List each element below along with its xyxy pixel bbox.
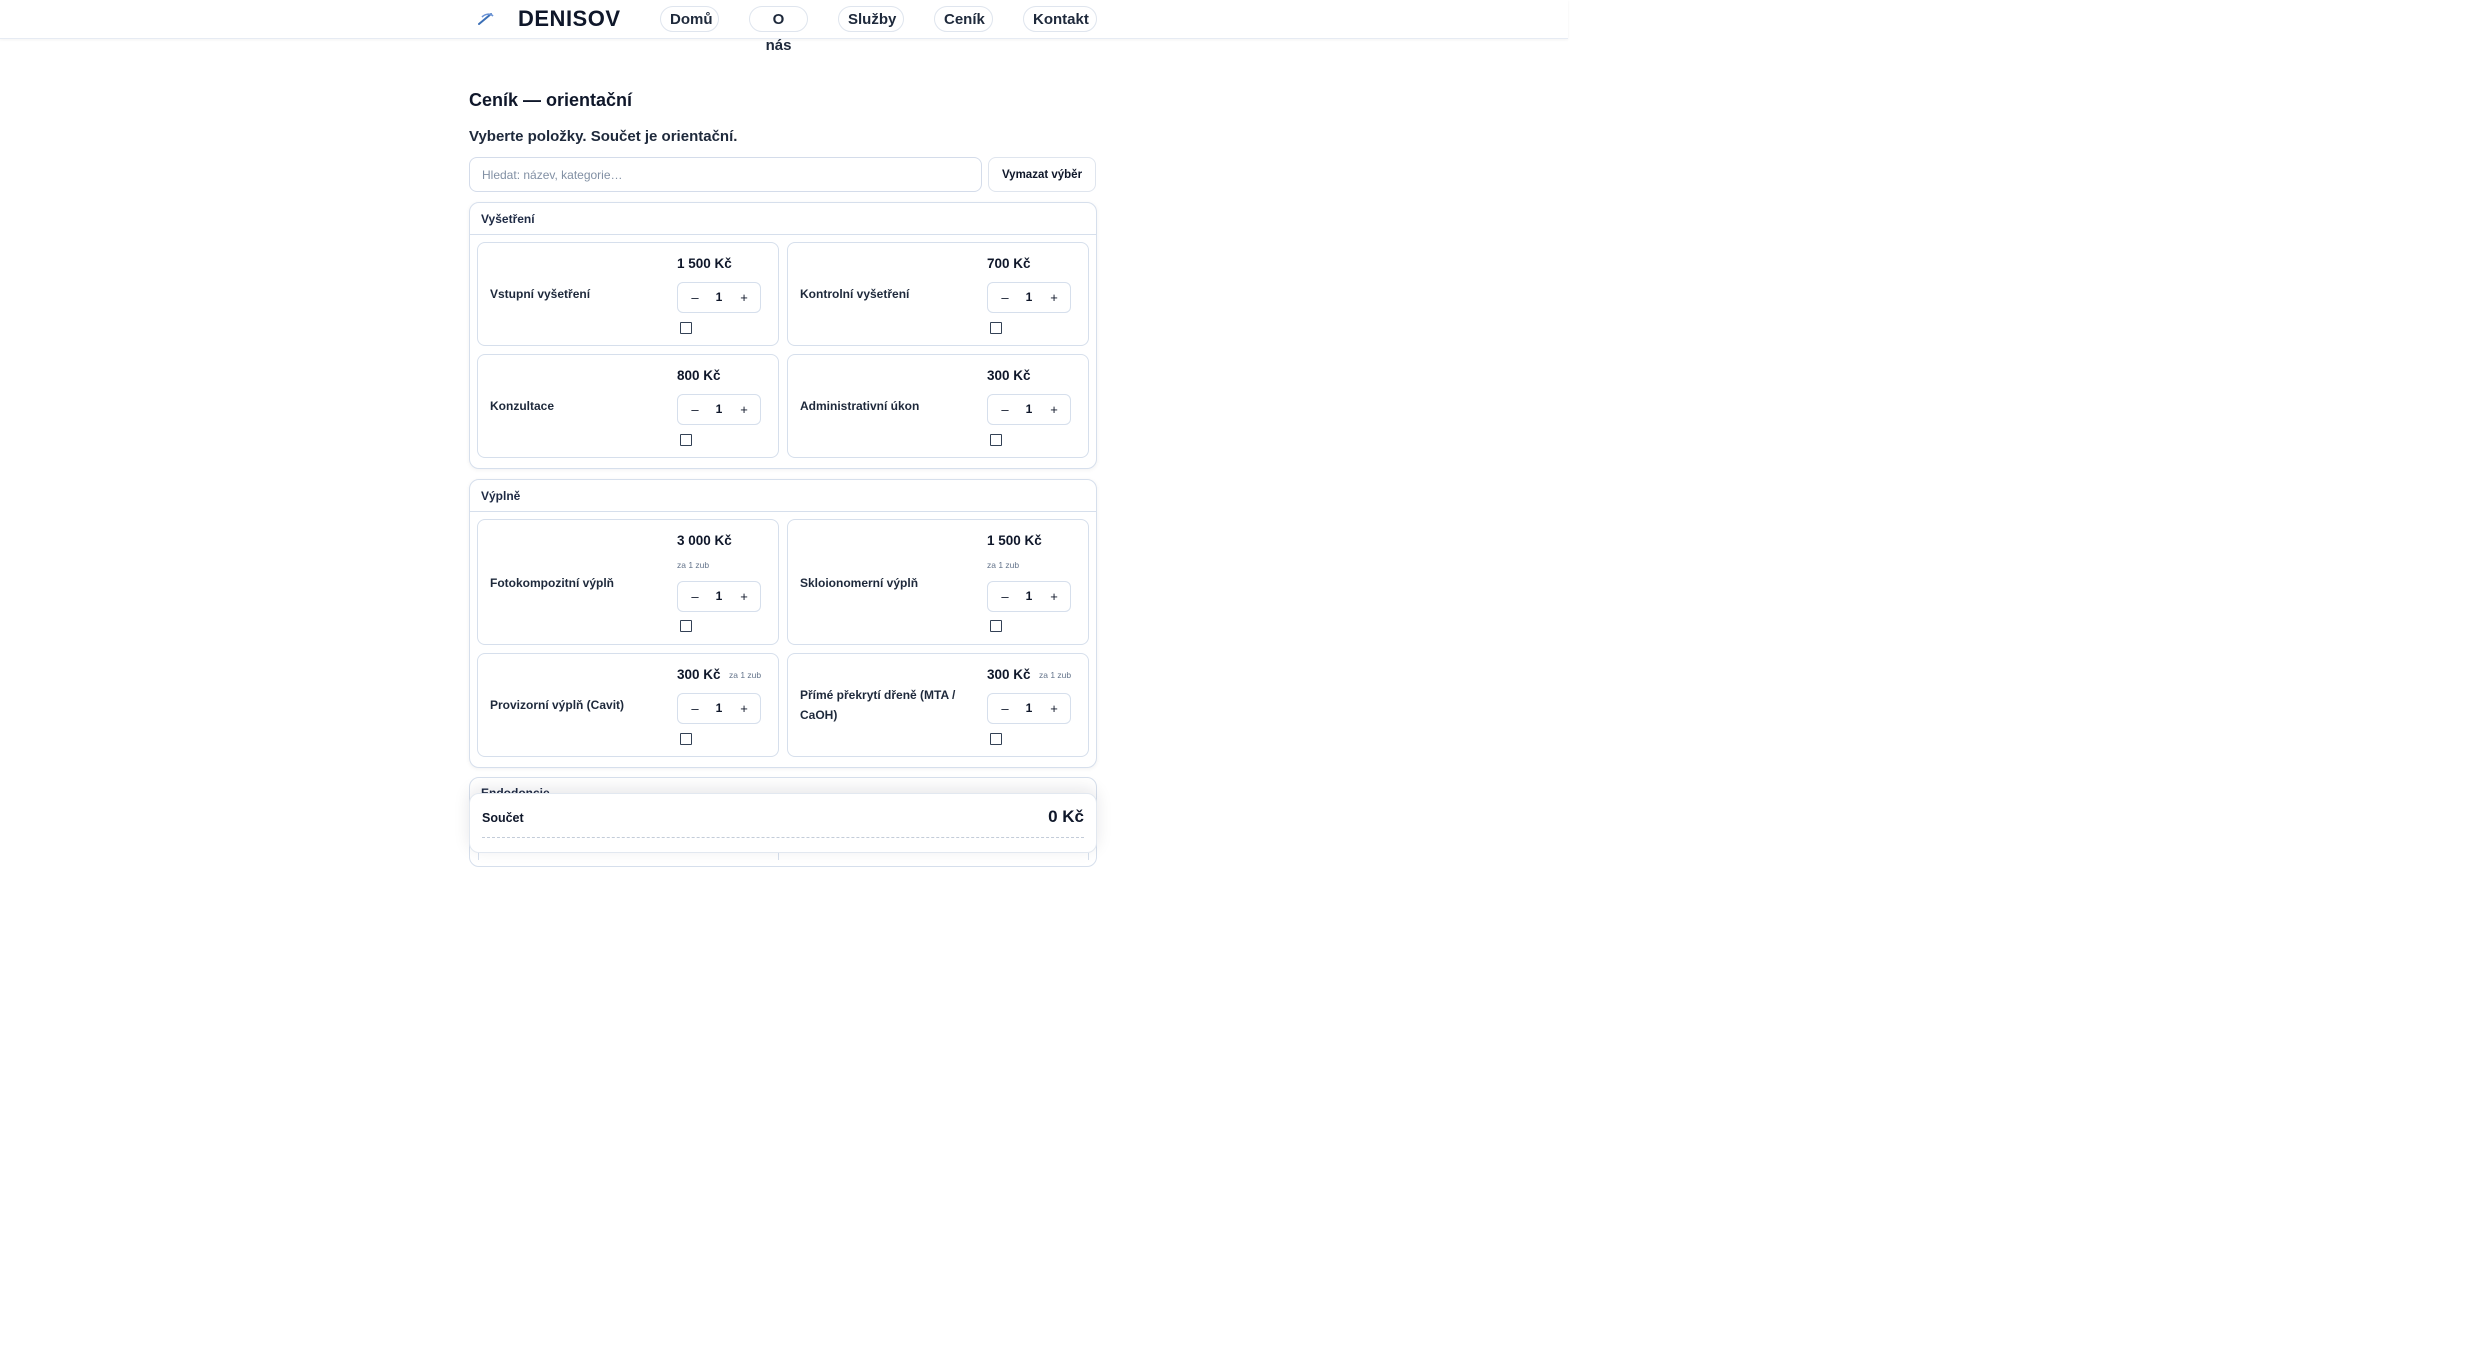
decrement-button[interactable]: – [1001, 402, 1009, 417]
quantity-value[interactable]: 1 [715, 290, 723, 304]
quantity-stepper[interactable] [677, 282, 761, 313]
card-edge [478, 853, 479, 860]
section-title: Výplně [470, 480, 1096, 512]
item-price: 1 500 Kč [987, 533, 1042, 548]
item-price: 300 Kč [987, 667, 1031, 682]
increment-button[interactable]: + [1050, 589, 1058, 604]
select-item-checkbox[interactable] [990, 322, 1002, 334]
item-name: Kontrolní vyšetření [800, 287, 910, 301]
increment-button[interactable]: + [740, 701, 748, 716]
select-item-checkbox[interactable] [680, 620, 692, 632]
increment-button[interactable]: + [1050, 290, 1058, 305]
item-name: Fotokompozitní výplň [490, 576, 614, 590]
item-unit: za 1 zub [1039, 670, 1072, 680]
increment-button[interactable]: + [1050, 701, 1058, 716]
quantity-value[interactable]: 1 [1025, 701, 1033, 715]
decrement-button[interactable]: – [691, 402, 699, 417]
decrement-button[interactable]: – [691, 701, 699, 716]
decrement-button[interactable]: – [1001, 290, 1009, 305]
price-item-card [477, 354, 779, 458]
quantity-stepper[interactable] [987, 693, 1071, 724]
clear-selection-button[interactable]: Vymazat výběr [988, 157, 1096, 192]
quantity-stepper[interactable] [987, 282, 1071, 313]
section-fillings [469, 479, 1097, 768]
item-name: Vstupní vyšetření [490, 287, 591, 301]
nav-link-about[interactable]: O nás [749, 6, 808, 32]
price-item-card [787, 519, 1089, 645]
decrement-button[interactable]: – [691, 290, 699, 305]
price-item-card [787, 242, 1089, 346]
card-edge [778, 853, 779, 860]
quantity-value[interactable]: 1 [715, 701, 723, 715]
price-item-card [787, 653, 1089, 757]
item-unit: za 1 zub [729, 670, 762, 680]
item-unit: za 1 zub [677, 560, 710, 570]
quantity-stepper[interactable] [987, 394, 1071, 425]
total-summary-bar [469, 793, 1097, 853]
select-item-checkbox[interactable] [680, 733, 692, 745]
quantity-value[interactable]: 1 [1025, 402, 1033, 416]
price-item-card [477, 653, 779, 757]
item-price: 1 500 Kč [677, 256, 732, 271]
item-price: 300 Kč [677, 667, 721, 682]
section-examinations [469, 202, 1097, 469]
page-title: Ceník — orientační [469, 90, 633, 110]
quantity-stepper[interactable] [677, 394, 761, 425]
search-input[interactable] [469, 157, 982, 192]
select-item-checkbox[interactable] [990, 434, 1002, 446]
nav-link-pricing[interactable]: Ceník [934, 6, 993, 32]
item-price: 800 Kč [677, 368, 721, 383]
quantity-value[interactable]: 1 [715, 402, 723, 416]
item-price: 700 Kč [987, 256, 1031, 271]
divider [482, 837, 1084, 838]
decrement-button[interactable]: – [1001, 589, 1009, 604]
quantity-value[interactable]: 1 [715, 589, 723, 603]
item-name: Provizorní výplň (Cavit) [490, 698, 625, 712]
select-item-checkbox[interactable] [990, 733, 1002, 745]
price-item-card [787, 354, 1089, 458]
brand-name[interactable]: DENISOV [518, 6, 621, 31]
tooth-brush-icon[interactable] [476, 9, 496, 29]
quantity-value[interactable]: 1 [1025, 290, 1033, 304]
increment-button[interactable]: + [1050, 402, 1058, 417]
quantity-stepper[interactable] [677, 581, 761, 612]
item-price: 3 000 Kč [677, 533, 732, 548]
select-item-checkbox[interactable] [680, 434, 692, 446]
quantity-stepper[interactable] [677, 693, 761, 724]
item-price: 300 Kč [987, 368, 1031, 383]
nav-link-services[interactable]: Služby [838, 6, 904, 32]
decrement-button[interactable]: – [691, 589, 699, 604]
select-item-checkbox[interactable] [680, 322, 692, 334]
quantity-stepper[interactable] [987, 581, 1071, 612]
price-item-card [477, 519, 779, 645]
card-edge [1088, 853, 1089, 860]
item-name: Přímé překrytí dřeně (MTA / CaOH) [800, 688, 956, 722]
page-subtitle: Vyberte položky. Součet je orientační. [469, 128, 738, 145]
increment-button[interactable]: + [740, 402, 748, 417]
total-label: Součet [482, 811, 524, 825]
item-name: Konzultace [490, 399, 555, 413]
section-title: Vyšetření [470, 203, 1096, 235]
select-item-checkbox[interactable] [990, 620, 1002, 632]
item-name: Skloionomerní výplň [800, 576, 919, 590]
nav-link-home[interactable]: Domů [660, 6, 719, 32]
total-amount: 0 Kč [1048, 807, 1084, 826]
top-navigation-bar [0, 0, 1568, 54]
quantity-value[interactable]: 1 [1025, 589, 1033, 603]
item-unit: za 1 zub [987, 560, 1020, 570]
increment-button[interactable]: + [740, 589, 748, 604]
price-item-card [477, 242, 779, 346]
decrement-button[interactable]: – [1001, 701, 1009, 716]
nav-link-contact[interactable]: Kontakt [1023, 6, 1097, 32]
item-name: Administrativní úkon [800, 399, 920, 413]
increment-button[interactable]: + [740, 290, 748, 305]
